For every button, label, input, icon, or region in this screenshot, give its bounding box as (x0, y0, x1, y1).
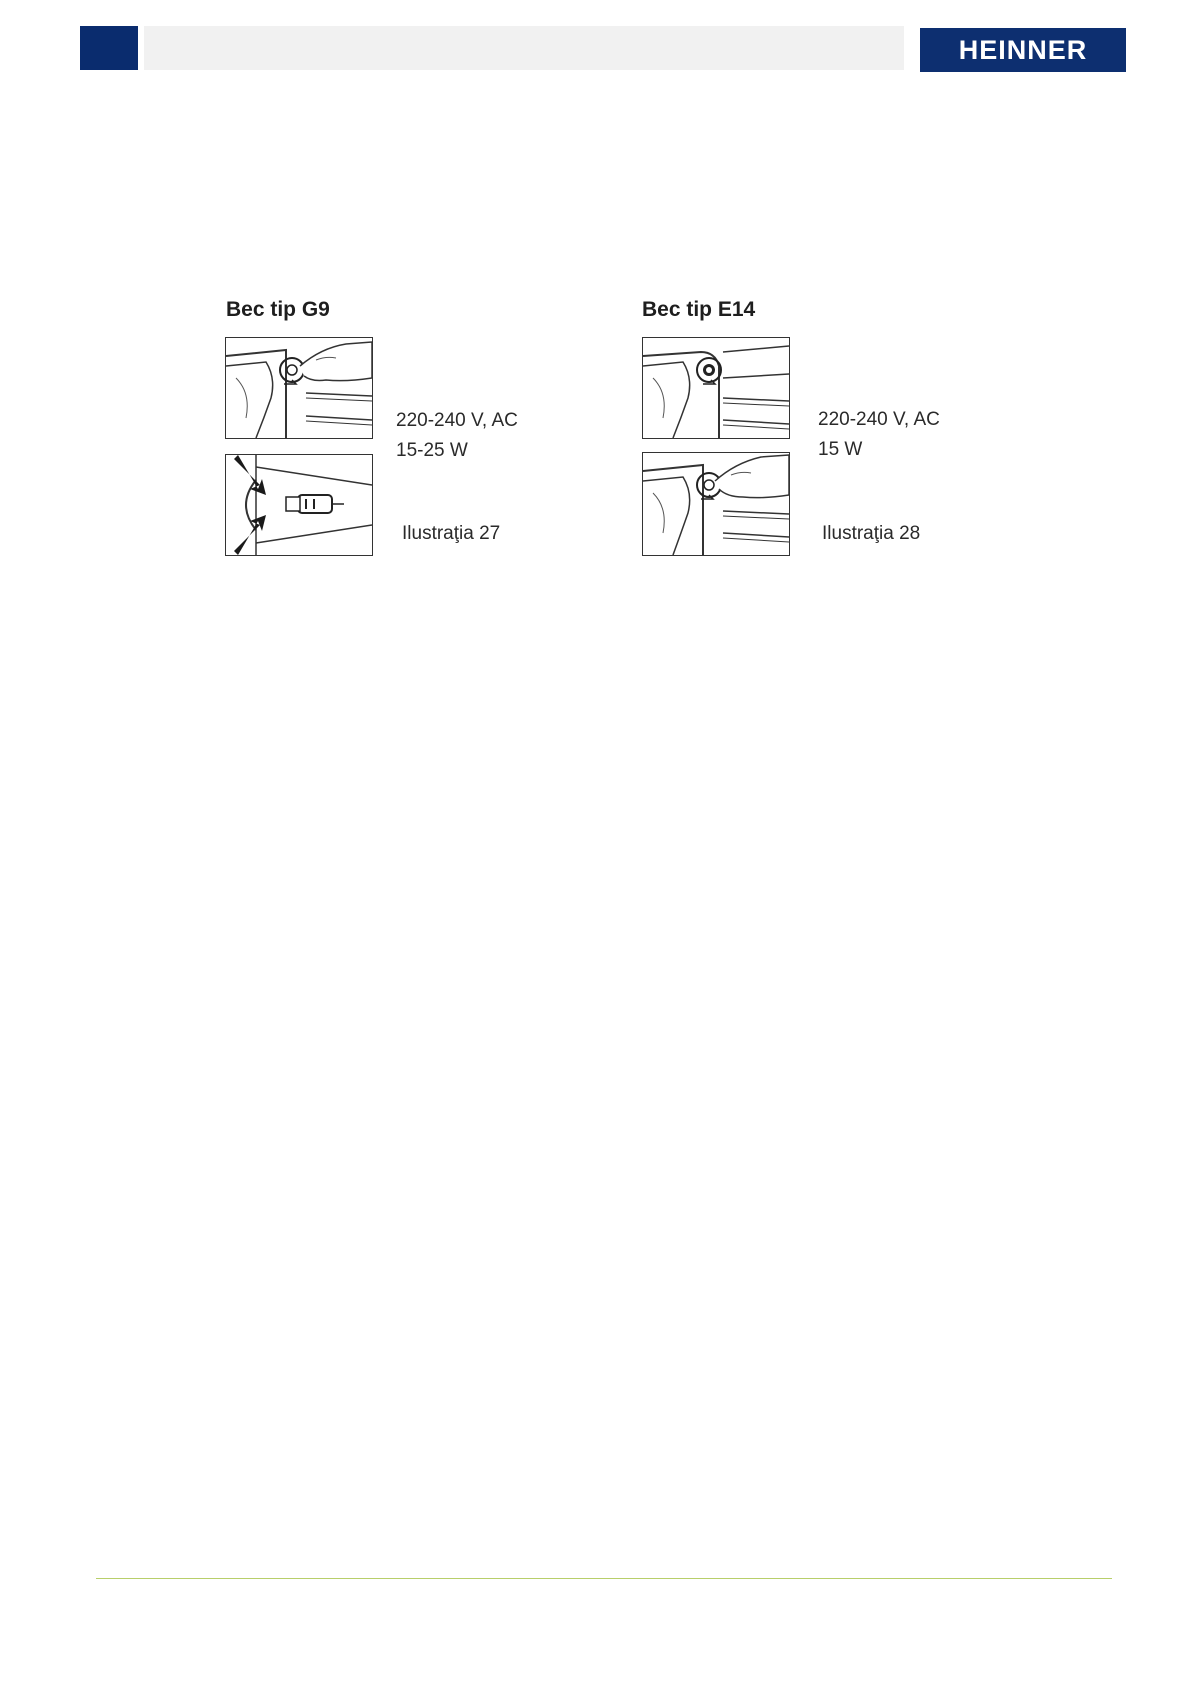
g9-oven-lamp-cover-illustration (225, 337, 373, 439)
brand-logo (920, 28, 1126, 72)
e14-bulb-removal-illustration (642, 452, 790, 556)
bulb-e14-title: Bec tip E14 (642, 298, 756, 321)
footer-divider (96, 1578, 1112, 1579)
brand-logo-text: HEINNER (958, 34, 1088, 65)
e14-oven-lamp-cover-illustration (642, 337, 790, 439)
header-bar (144, 26, 904, 70)
bulb-g9-title: Bec tip G9 (226, 298, 330, 321)
e14-caption: Ilustraţia 28 (822, 523, 921, 544)
header-accent-square (80, 26, 138, 70)
g9-bulb-removal-illustration (225, 454, 373, 556)
e14-power: 15 W (818, 439, 863, 460)
g9-power: 15-25 W (396, 440, 468, 461)
e14-voltage: 220-240 V, AC (818, 409, 940, 430)
g9-caption: Ilustraţia 27 (402, 523, 501, 544)
g9-voltage: 220-240 V, AC (396, 410, 518, 431)
